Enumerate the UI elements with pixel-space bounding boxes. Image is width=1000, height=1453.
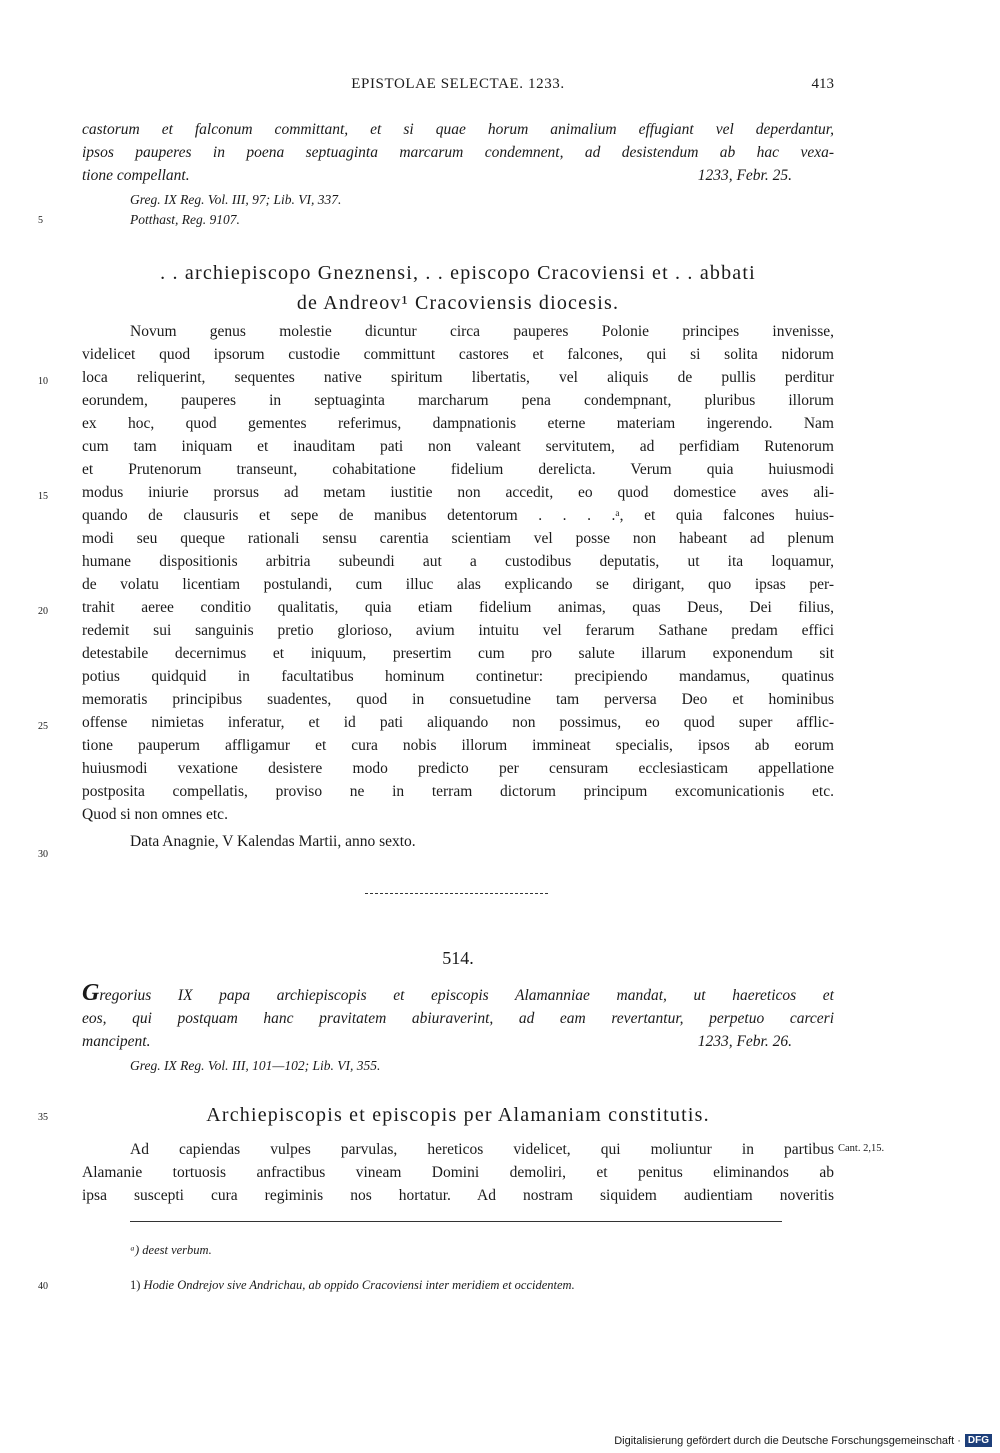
- letter-address: [82, 258, 834, 318]
- running-head: [82, 76, 834, 100]
- body-line: offense nimietas inferatur, et id pati aliquando non possimus, eo quod super afflic-: [82, 714, 834, 731]
- body-line: et Prutenorum transeunt, cohabitatione fidelium derelicta. Verum quia huiusmodi: [82, 461, 834, 478]
- body-line: potius quidquid in facultatibus hominum continetur: precipiendo mandamus, quatinus: [82, 668, 834, 685]
- body-line: videlicet quod ipsorum custodie committunt castores et falcones, qui si solita nidorum: [82, 346, 834, 363]
- summary-date: 1233, Febr. 26.: [697, 1033, 792, 1050]
- letter-address: [82, 1100, 834, 1130]
- previous-references: [82, 190, 834, 230]
- body-line: loca reliquerint, sequentes native spiritum libertatis, vel aliquis de pullis perditur: [82, 369, 834, 386]
- page-number: 413: [811, 76, 834, 92]
- body-line: Quod si non omnes etc.: [82, 806, 228, 823]
- body-line: redemit sui sanguinis pretio glorioso, avium intuitu vel ferarum Sathane predam effici: [82, 622, 834, 639]
- digitization-credit: [614, 1434, 992, 1447]
- footnote-1: [130, 1278, 575, 1293]
- document-summary: [82, 982, 834, 1053]
- line-number: 35: [38, 1112, 48, 1123]
- letter-body: [82, 1138, 834, 1207]
- body-line: humane dispositionis arbitria subeundi aut a custodibus deputatis, ut ita loquamur,: [82, 553, 834, 570]
- register-reference: Greg. IX Reg. Vol. III, 101—102; Lib. VI, 355.: [130, 1058, 381, 1073]
- document-reference: [82, 1056, 834, 1076]
- address-line: de Andreov¹ Cracoviensis diocesis.: [296, 292, 620, 314]
- line-number: 25: [38, 721, 48, 732]
- dfg-logo: DFG: [965, 1434, 992, 1447]
- letter-body: [82, 320, 834, 853]
- body-line: ipsa suscepti cura regiminis nos hortatur. Ad nostram siquidem audientiam noveritis: [82, 1187, 834, 1204]
- summary-line: mancipent.: [82, 1033, 151, 1050]
- running-title: EPISTOLAE SELECTAE. 1233.: [351, 76, 565, 92]
- footnote-a: ᵃ) deest verbum.: [130, 1243, 212, 1257]
- summary-line: ipsos pauperes in poena septuaginta marcarum condemnent, ad desistendum ab hac vexa-: [82, 144, 834, 161]
- body-line: de volatu licentiam postulandi, cum illuc alas explicando se dirigant, quo ipsas per-: [82, 576, 834, 593]
- register-reference: Greg. IX Reg. Vol. III, 97; Lib. VI, 337.: [130, 192, 342, 207]
- line-number: 5: [38, 215, 43, 226]
- footnote-number: 1): [130, 1278, 141, 1292]
- datum-line: Data Anagnie, V Kalendas Martii, anno sexto.: [130, 833, 416, 850]
- body-line: modi seu queque rationali sensu carentia scientiam vel posse non habeant ad plenum: [82, 530, 834, 547]
- body-line: Novum genus molestie dicuntur circa pauperes Polonie principes invenisse,: [130, 323, 834, 340]
- line-number: 10: [38, 376, 48, 387]
- previous-summary: [82, 118, 834, 187]
- body-line: detestabile decernimus et iniquum, presertim cum pro salute illarum exponendum sit: [82, 645, 834, 662]
- address-line: Archiepiscopis et episcopis per Alamaniam constitutis.: [206, 1104, 710, 1126]
- line-number: 30: [38, 849, 48, 860]
- summary-line: castorum et falconum committant, et si quae horum animalium effugiant vel deperdantur,: [82, 121, 834, 138]
- body-line: cum tam iniquam et inauditam pati non valeant servitutem, ad perfidiam Rutenorum: [82, 438, 834, 455]
- body-line: eorundem, pauperes in septuaginta marcharum pena condempnant, pluribus illorum: [82, 392, 834, 409]
- body-line: tione pauperum affligamur et cura nobis illorum immineat specialis, ipsos ab eorum: [82, 737, 834, 754]
- line-number: 15: [38, 491, 48, 502]
- summary-line: eos, qui postquam hanc pravitatem abiuraverint, ad eam revertantur, perpetuo carceri: [82, 1010, 834, 1027]
- body-line: ex hoc, quod gementes referimus, dampnationis eterne materiam ingerendo. Nam: [82, 415, 834, 432]
- register-reference: Potthast, Reg. 9107.: [130, 212, 240, 227]
- body-line: Ad capiendas vulpes parvulas, hereticos videlicet, qui moliuntur in partibus: [130, 1141, 834, 1158]
- summary-line: tione compellant.: [82, 167, 190, 184]
- body-line: memoratis principibus suadentes, quod in consuetudine tam perversa Deo et hominibus: [82, 691, 834, 708]
- document-number: 514.: [442, 948, 474, 968]
- drop-capital: G: [82, 980, 100, 1006]
- body-line: trahit aeree conditio qualitatis, quia etiam fidelium animas, quas Deus, Dei filius,: [82, 599, 834, 616]
- address-line: . . archiepiscopo Gneznensi, . . episcopo Cracoviensi et . . abbati: [160, 262, 756, 284]
- footnote-rule: [130, 1221, 782, 1222]
- summary-date: 1233, Febr. 25.: [697, 167, 792, 184]
- footnote-text: Hodie Ondrejov sive Andrichau, ab oppido Cracoviensi inter meridiem et occidentem.: [143, 1278, 575, 1292]
- body-line: Alamanie tortuosis anfractibus vineam Domini demoliri, et penitus eliminandos ab: [82, 1164, 834, 1181]
- body-line: modus iniurie prorsus ad metam iustitie non accedit, eo quod domestice aves ali-: [82, 484, 834, 501]
- line-number: 20: [38, 606, 48, 617]
- summary-line: regorius IX papa archiepiscopis et episcopis Alamanniae mandat, ut haereticos et: [99, 987, 834, 1004]
- section-divider: [365, 893, 548, 894]
- body-line: quando de clausuris et sepe de manibus detentorum . . . .ᵃ, et quia falcones huius-: [82, 507, 834, 524]
- body-line: huiusmodi vexatione desistere modo predicto per censuram ecclesiasticam appellatione: [82, 760, 834, 777]
- body-line: postposita compellatis, proviso ne in terram dictorum principum excomunicationis etc.: [82, 783, 834, 800]
- line-number: 40: [38, 1281, 48, 1292]
- margin-note: Cant. 2,15.: [838, 1143, 885, 1154]
- credit-text: Digitalisierung gefördert durch die Deutsche Forschungsgemeinschaft ·: [614, 1434, 961, 1447]
